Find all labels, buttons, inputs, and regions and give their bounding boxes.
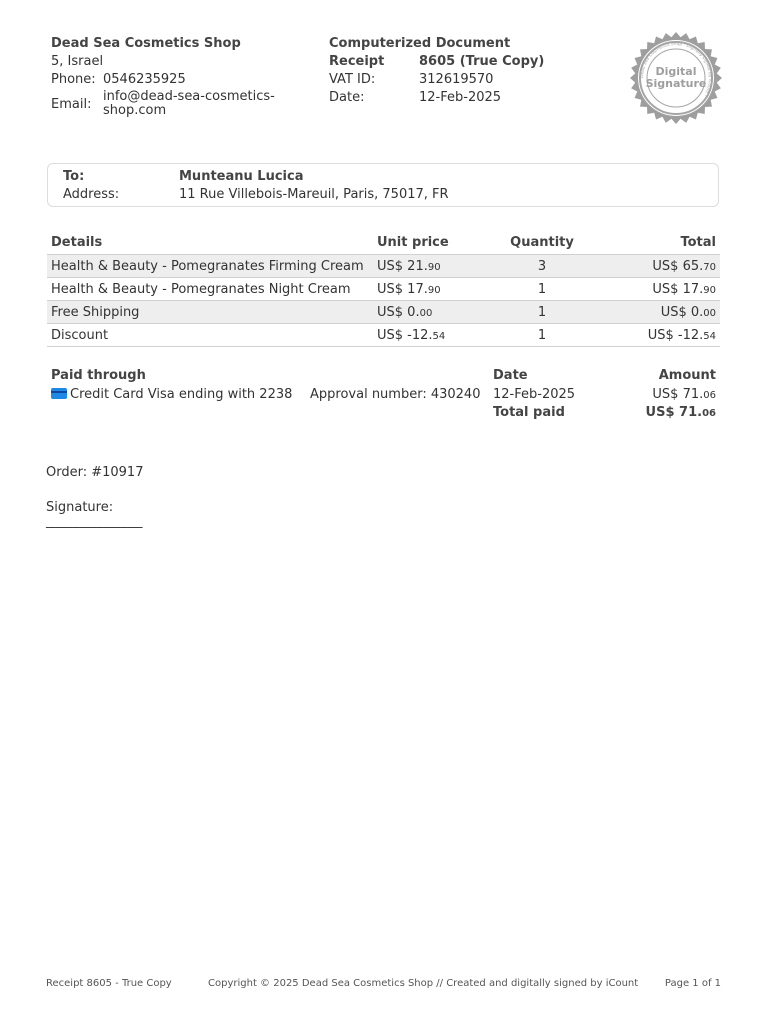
- phone-value: 0546235925: [103, 72, 186, 87]
- paid-through-header: Paid through: [51, 368, 146, 383]
- payment-date: 12-Feb-2025: [493, 387, 576, 402]
- total-cents: 90: [703, 284, 716, 296]
- items-header-row: [47, 231, 720, 255]
- email-line-1: info@dead-sea-cosmetics-: [103, 89, 275, 104]
- stamp-line-2: Signature: [645, 77, 707, 90]
- unit-price-main: US$ 21.: [377, 258, 428, 274]
- total-paid-amount: [646, 405, 716, 420]
- total-main: US$ -12.: [647, 327, 704, 343]
- header-total: Total: [680, 235, 716, 250]
- total-paid-cents: 06: [702, 408, 716, 419]
- total-paid-label: Total paid: [493, 405, 565, 420]
- item-total: [601, 255, 720, 278]
- table-row: [47, 301, 720, 324]
- item-quantity: 3: [483, 255, 601, 278]
- item-details: Health & Beauty - Pomegranates Firming Cream: [47, 255, 373, 278]
- item-total: [601, 278, 720, 301]
- signature-label: Signature:: [46, 500, 114, 515]
- footer-left: Receipt 8605 - True Copy: [46, 978, 172, 989]
- items-table: [47, 231, 720, 347]
- total-cents: 70: [703, 261, 716, 273]
- date-label: Date:: [329, 90, 365, 105]
- to-label: To:: [63, 169, 85, 184]
- item-total: [601, 324, 720, 347]
- stamp-ring-text: Dead Sea Cosmetics Shop · Digitally signed by iCount ·: [639, 41, 713, 97]
- item-total: [601, 301, 720, 324]
- total-cents: 54: [703, 330, 716, 342]
- item-unit-price: [373, 301, 483, 324]
- unit-price-cents: 90: [427, 261, 441, 273]
- item-details: Health & Beauty - Pomegranates Night Cream: [47, 278, 373, 301]
- unit-price-main: US$ 17.: [377, 281, 428, 297]
- payment-date-header: Date: [493, 368, 528, 383]
- email-value: [103, 90, 275, 118]
- vat-label: VAT ID:: [329, 72, 376, 87]
- payment-amount-header: Amount: [658, 368, 716, 383]
- item-unit-price: [373, 324, 483, 347]
- total-main: US$ 65.: [652, 258, 704, 274]
- item-unit-price: [373, 278, 483, 301]
- item-quantity: 1: [483, 301, 601, 324]
- stamp-line-1: Digital: [655, 65, 697, 78]
- item-quantity: 1: [483, 324, 601, 347]
- recipient-to-row: [63, 169, 303, 184]
- total-paid-main: US$ 71.: [645, 405, 703, 420]
- recipient-name: Munteanu Lucica: [179, 169, 304, 184]
- header-quantity: Quantity: [510, 235, 574, 250]
- unit-price-cents: 54: [432, 330, 446, 342]
- recipient-box: [47, 163, 719, 207]
- receipt-label: Receipt: [329, 54, 385, 69]
- footer-copyright: Copyright © 2025 Dead Sea Cosmetics Shop // Created and digitally signed by iCount: [208, 978, 639, 989]
- unit-price-main: US$ -12.: [377, 327, 433, 343]
- document-title: Computerized Document: [329, 36, 511, 51]
- approval-number: Approval number: 430240: [310, 387, 481, 402]
- date-row: [329, 90, 501, 105]
- shop-name: Dead Sea Cosmetics Shop: [51, 36, 241, 51]
- receipt-number: 8605 (True Copy): [419, 54, 545, 69]
- payment-amount-cents: 06: [703, 390, 716, 401]
- payment-amount: [652, 387, 716, 402]
- table-row: [47, 278, 720, 301]
- footer-page-number: Page 1 of 1: [664, 978, 721, 989]
- table-row: [47, 255, 720, 278]
- shop-email-row: [51, 90, 275, 118]
- item-quantity: 1: [483, 278, 601, 301]
- order-number: Order: #10917: [46, 465, 144, 480]
- shop-address: 5, Israel: [51, 54, 104, 69]
- item-unit-price: [373, 255, 483, 278]
- payment-method-text: Credit Card Visa ending with 2238: [70, 387, 293, 402]
- email-line-2: shop.com: [103, 103, 167, 118]
- header-unit-price: Unit price: [377, 235, 449, 250]
- header-details: Details: [51, 235, 103, 250]
- vat-row: [329, 72, 493, 87]
- vat-value: 312619570: [419, 72, 494, 87]
- recipient-address-row: [63, 187, 449, 202]
- receipt-row: [329, 54, 544, 69]
- shop-phone-row: [51, 72, 186, 87]
- address-label: Address:: [63, 187, 120, 202]
- table-row: [47, 324, 720, 347]
- signature-line: ________________: [46, 514, 142, 529]
- digital-signature-stamp-icon: [628, 32, 724, 124]
- date-value: 12-Feb-2025: [419, 90, 502, 105]
- total-cents: 00: [703, 307, 716, 319]
- unit-price-cents: 00: [419, 307, 433, 319]
- total-main: US$ 17.: [652, 281, 704, 297]
- email-label: Email:: [51, 96, 92, 112]
- unit-price-main: US$ 0.: [377, 304, 420, 320]
- phone-label: Phone:: [51, 72, 96, 87]
- credit-card-icon: [51, 388, 67, 399]
- item-details: Free Shipping: [47, 301, 373, 324]
- payment-amount-main: US$ 71.: [652, 387, 704, 402]
- payment-method: [51, 387, 292, 402]
- unit-price-cents: 90: [427, 284, 441, 296]
- recipient-address: 11 Rue Villebois-Mareuil, Paris, 75017, FR: [179, 187, 449, 202]
- item-details: Discount: [47, 324, 373, 347]
- total-main: US$ 0.: [660, 304, 704, 320]
